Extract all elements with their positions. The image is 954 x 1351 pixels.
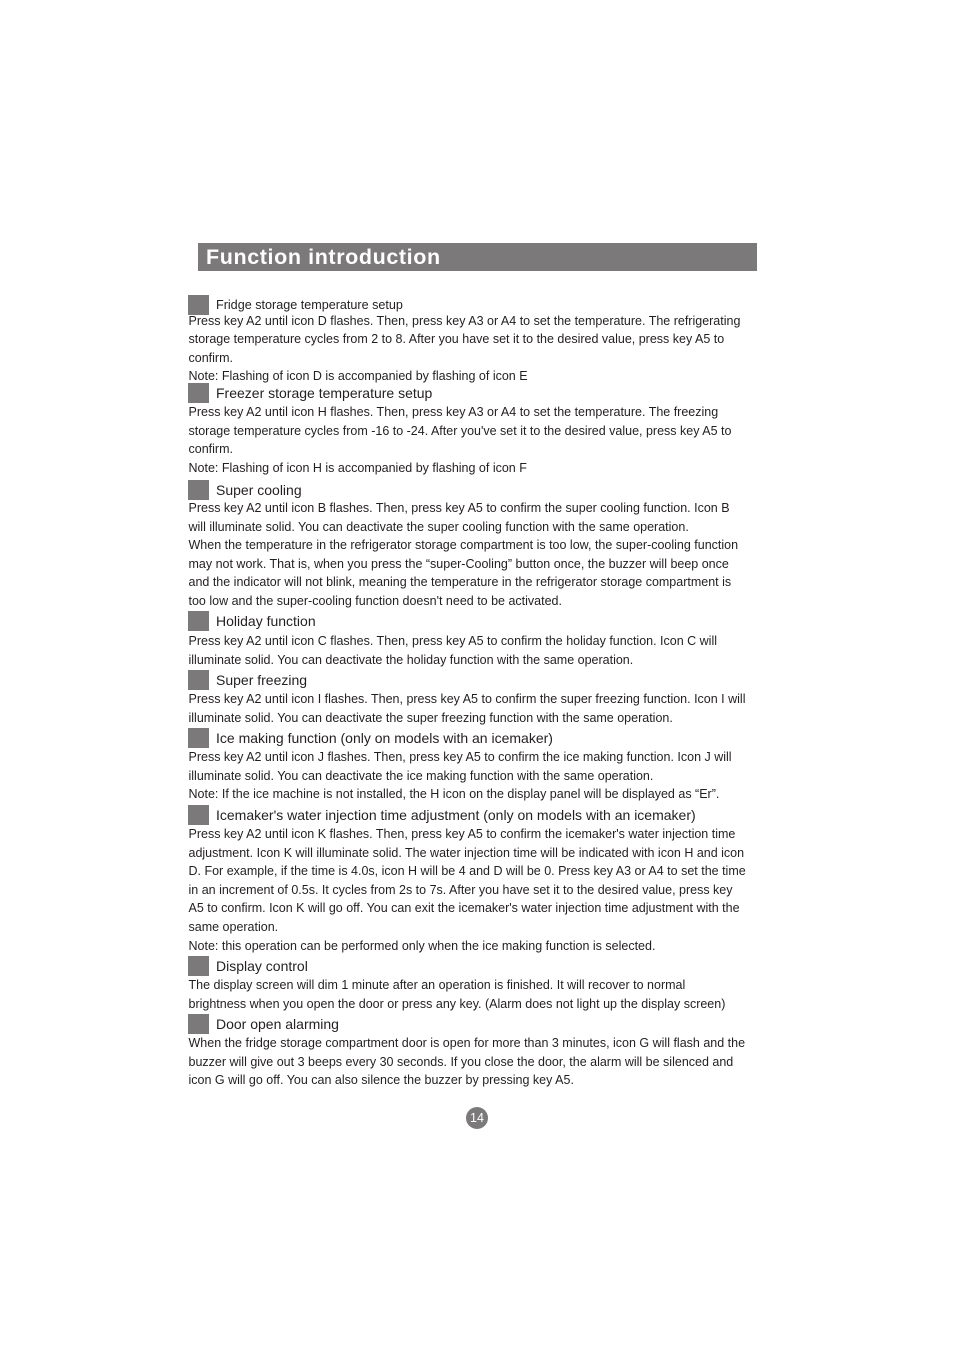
section-body-freezer-temperature — [189, 403, 769, 477]
paragraph-line: illuminate solid. You can deactivate the holiday function with the same operation. — [188, 652, 634, 667]
section-marker-icon — [188, 728, 209, 748]
section-body-door-alarm — [189, 1034, 769, 1090]
section-body-super-freezing — [189, 690, 769, 727]
paragraph-line: confirm. — [188, 442, 233, 457]
paragraph-line: confirm. — [188, 350, 233, 365]
paragraph-line: Press key A2 until icon D flashes. Then, press key A3 or A4 to set the temperature. The refrigerating — [188, 313, 741, 328]
paragraph-line: same operation. — [188, 919, 279, 934]
paragraph-line: Press key A2 until icon B flashes. Then, press key A5 to confirm the super cooling function. Icon B — [188, 501, 730, 515]
note-line: Note: this operation can be performed only when the ice making function is selected. — [188, 938, 656, 953]
paragraph-line: storage temperature cycles from -16 to -24. After you've set it to the desired value, press key A5 to — [188, 423, 732, 438]
paragraph-line: icon G will go off. You can also silence the buzzer by pressing key A5. — [188, 1073, 574, 1088]
paragraph-line: When the temperature in the refrigerator storage compartment is too low, the super-cooling function — [188, 538, 739, 553]
section-marker-icon — [188, 805, 209, 825]
note-line: Note: Flashing of icon H is accompanied by flashing of icon F — [188, 460, 527, 475]
paragraph-line: buzzer will give out 3 beeps every 30 seconds. If you close the door, the alarm will be silenced and — [188, 1054, 734, 1069]
section-marker-icon — [188, 670, 209, 690]
paragraph-line: too low and the super-cooling function doesn't need to be activated. — [188, 593, 562, 608]
section-body-fridge-temperature — [189, 312, 769, 386]
section-marker-icon — [188, 383, 209, 403]
section-header-bar — [198, 243, 757, 271]
section-marker-icon — [188, 480, 209, 500]
section-body-super-cooling — [189, 499, 769, 611]
paragraph-line: The display screen will dim 1 minute after an operation is finished. It will recover to normal — [188, 978, 686, 992]
paragraph-line: When the fridge storage compartment door is open for more than 3 minutes, icon G will flash and the — [188, 1036, 746, 1050]
section-body-ice-making — [189, 748, 769, 804]
paragraph-line: Press key A2 until icon I flashes. Then, press key A5 to confirm the super freezing function. Icon I will — [188, 692, 746, 706]
section-body-display-control — [189, 976, 769, 1013]
paragraph-line: will illuminate solid. You can deactivate the super cooling function with the same operation. — [188, 519, 689, 534]
paragraph-line: in an increment of 0.5s. It cycles from 2s to 7s. After you have set it to the desired value, press key — [188, 882, 733, 897]
paragraph-line: Press key A2 until icon J flashes. Then, press key A5 to confirm the ice making function. Icon J will — [188, 750, 732, 764]
paragraph-line: D. For example, if the time is 4.0s, icon H will be 4 and D will be 0. Press key A3 or A4 to set the time — [188, 864, 746, 879]
paragraph-line: storage temperature cycles from 2 to 8. After you have set it to the desired value, press key A5 to — [188, 332, 725, 347]
paragraph-line: adjustment. Icon K will illuminate solid. The water injection time will be indicated with icon H and icon — [188, 845, 745, 860]
section-marker-icon — [188, 611, 209, 631]
paragraph-line: brightness when you open the door or press any key. (Alarm does not light up the display screen) — [188, 996, 726, 1011]
note-line: Note: If the ice machine is not installed, the H icon on the display panel will be displayed as “Er”. — [188, 787, 720, 802]
paragraph-line: Press key A2 until icon H flashes. Then, press key A3 or A4 to set the temperature. The freezing — [188, 405, 719, 419]
paragraph-line: may not work. That is, when you press the “super-Cooling” button once, the buzzer will beep once — [188, 556, 729, 571]
paragraph-line: Press key A2 until icon K flashes. Then, press key A5 to confirm the icemaker's water injection time — [188, 827, 736, 841]
paragraph-line: illuminate solid. You can deactivate the super freezing function with the same operation. — [188, 710, 673, 725]
page-title: Function introduction — [206, 245, 441, 269]
note-line: Note: Flashing of icon D is accompanied by flashing of icon E — [188, 369, 528, 384]
paragraph-line: and the indicator will not blink, meaning the temperature in the refrigerator storage compartment is — [188, 575, 732, 590]
section-body-holiday — [189, 632, 769, 669]
section-marker-icon — [188, 1014, 209, 1034]
section-body-water-injection — [189, 825, 769, 955]
page-number: 14 — [466, 1107, 488, 1129]
section-marker-icon — [188, 956, 209, 976]
paragraph-line: illuminate solid. You can deactivate the ice making function with the same operation. — [188, 768, 654, 783]
paragraph-line: A5 to confirm. Icon K will go off. You can exit the icemaker's water injection time adjustment with the — [188, 901, 740, 916]
paragraph-line: Press key A2 until icon C flashes. Then, press key A5 to confirm the holiday function. Icon C will — [188, 634, 717, 648]
